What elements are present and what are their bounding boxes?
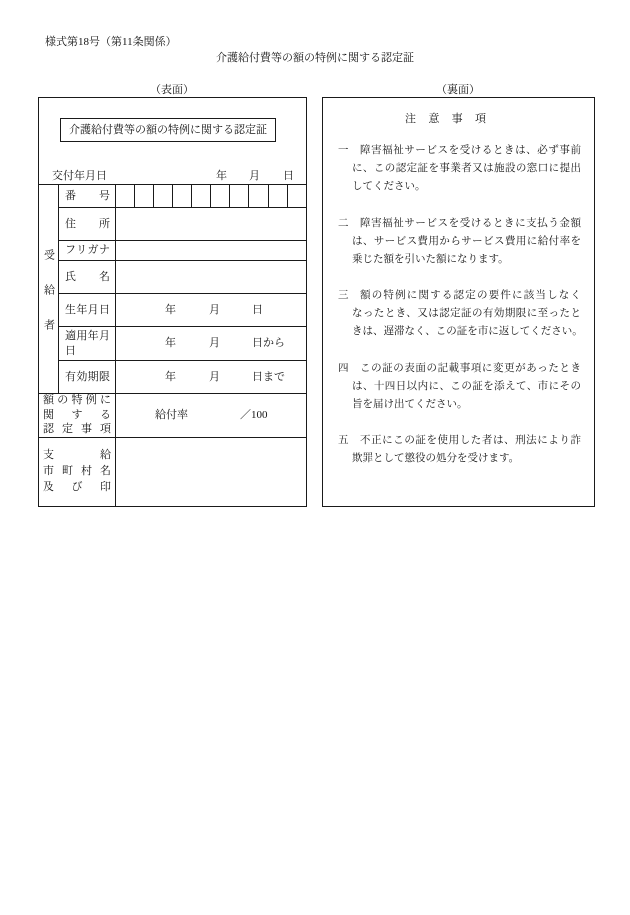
number-cell-divider: [287, 184, 288, 208]
applicable-date-day-unit: 日から: [252, 337, 285, 349]
note-number: 五: [338, 435, 349, 446]
note-number: 四: [338, 362, 349, 374]
table-rule: [58, 260, 307, 261]
table-rule: [58, 293, 307, 294]
issue-date-year-unit: 年: [216, 170, 227, 182]
birth-date-year-unit: 年: [165, 304, 176, 316]
note-line: 額の特例に関する認定の要件に該当しなく: [360, 290, 581, 301]
note-line: に、この認定証を事業者又は施設の窓口に提出: [352, 163, 581, 174]
note-line: この証の表面の記載事項に変更があったとき: [360, 362, 581, 374]
note-line: してください。: [352, 181, 426, 192]
birth-date-month-unit: 月: [209, 304, 220, 316]
note-item: [338, 215, 588, 269]
note-number: 三: [338, 290, 349, 301]
special-amount-label-line: 額の特例に: [43, 394, 111, 406]
note-number: 二: [338, 217, 349, 229]
number-label: 番号: [65, 190, 110, 202]
document-title: 介護給付費等の額の特例に関する認定証: [216, 52, 414, 64]
notes-list: [338, 142, 588, 487]
table-rule: [58, 207, 307, 208]
note-line: は、サービス費用からサービス費用に給付率を: [352, 235, 581, 247]
note-line: 障害福祉サービスを受けるときに支払う金額: [360, 217, 581, 229]
note-item: [338, 142, 588, 196]
note-line: 障害福祉サービスを受けるときは、必ず事前: [360, 145, 581, 156]
number-cell-divider: [229, 184, 230, 208]
note-line: きは、遅滞なく、この証を市に返してください。: [352, 326, 583, 337]
note-item: [338, 287, 588, 341]
valid-until-label: 有効期限: [65, 371, 110, 383]
note-item: [338, 360, 588, 414]
birth-date-label: 生年月日: [65, 304, 110, 316]
note-item: [338, 432, 588, 468]
table-rule: [58, 184, 59, 394]
note-line: 不正にこの証を使用した者は、刑法により詐: [360, 435, 581, 446]
number-cell-divider: [248, 184, 249, 208]
card-title: 介護給付費等の額の特例に関する認定証: [69, 124, 267, 136]
number-cell-divider: [191, 184, 192, 208]
card-title-box: [60, 118, 276, 142]
note-line: 欺罪として懲役の処分を受けます。: [352, 453, 520, 464]
furigana-label: フリガナ: [65, 244, 110, 256]
table-rule: [58, 326, 307, 327]
number-cell-divider: [134, 184, 135, 208]
number-cell-divider: [210, 184, 211, 208]
special-amount-label-line: 認定事項: [43, 423, 111, 435]
valid-until-month-unit: 月: [209, 371, 220, 383]
name-label: 氏名: [65, 271, 110, 283]
note-line: は、十四日以内に、この証を添えて、市にその: [352, 380, 581, 392]
notes-heading: 注意事項: [405, 113, 486, 125]
number-cell-divider: [153, 184, 154, 208]
applicable-date-label: 適用年月日: [65, 330, 110, 357]
address-label: 住所: [65, 218, 110, 230]
note-line: なったとき、又は認定証の有効期限に至ったと: [352, 308, 581, 319]
front-side-label: （表面）: [150, 84, 194, 96]
applicable-date-year-unit: 年: [165, 337, 176, 349]
note-number: 一: [338, 145, 349, 156]
number-cell-divider: [268, 184, 269, 208]
birth-date-day-unit: 日: [252, 304, 263, 316]
front-panel: [38, 97, 307, 507]
issue-date-day-unit: 日: [283, 170, 294, 182]
recipient-label: 受給者: [42, 249, 55, 354]
benefit-rate-label: 給付率: [155, 409, 188, 421]
special-amount-label-line: 関する: [43, 408, 111, 421]
issue-date-label: 交付年月日: [52, 170, 107, 182]
municipality-label-line: 支給: [43, 449, 111, 461]
valid-until-day-unit: 日まで: [252, 371, 285, 383]
number-cell-divider: [172, 184, 173, 208]
applicable-date-month-unit: 月: [209, 337, 220, 349]
municipality-label-line: 及び印: [43, 481, 111, 493]
municipality-label-line: 市町村名: [43, 465, 111, 477]
note-line: 旨を届け出てください。: [352, 398, 468, 410]
issue-date-month-unit: 月: [249, 170, 260, 182]
back-side-label: （裏面）: [436, 84, 480, 96]
table-rule: [58, 240, 307, 241]
note-line: 乗じた額を引いた額になります。: [352, 253, 509, 265]
table-rule: [58, 360, 307, 361]
benefit-rate-denominator: ／100: [240, 409, 268, 421]
municipality-label: [43, 447, 111, 495]
special-amount-label: [43, 393, 111, 437]
table-rule: [115, 184, 116, 507]
table-rule: [38, 437, 307, 438]
recipient-label-cell: [38, 249, 58, 354]
valid-until-year-unit: 年: [165, 371, 176, 383]
form-number: 様式第18号（第11条関係）: [45, 36, 177, 48]
